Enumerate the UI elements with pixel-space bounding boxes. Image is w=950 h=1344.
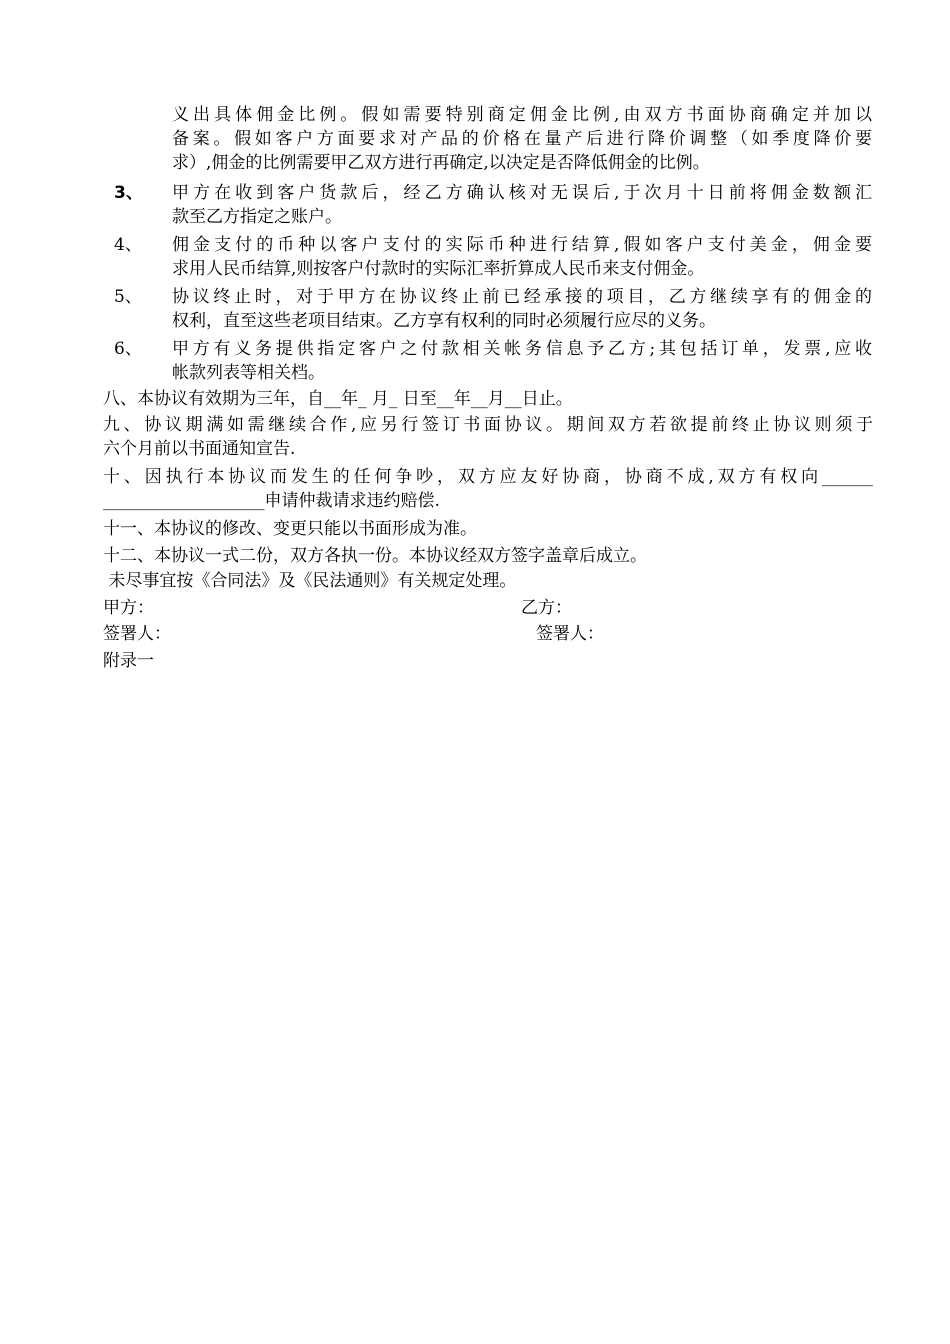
clause-12: 十二、本协议一式二份，双方各执一份。本协议经双方签字盖章后成立。 bbox=[103, 546, 647, 566]
item-5-line-1: 协议终止时，对于甲方在协议终止前已经承接的项目，乙方继续享有的佣金的 bbox=[172, 287, 872, 307]
continuation-line-2: 备案。假如客户方面要求对产品的价格在量产后进行降价调整（如季度降价要 bbox=[172, 129, 872, 149]
clause-10-line-2: ___________________申请仲裁请求违约赔偿. bbox=[103, 491, 440, 511]
supplementary-note: 未尽事宜按《合同法》及《民法通则》有关规定处理。 bbox=[103, 571, 517, 591]
item-4-line-1: 佣金支付的币种以客户支付的实际币种进行结算,假如客户支付美金，佣金要 bbox=[172, 235, 872, 255]
item-number-6: 6、 bbox=[114, 339, 142, 359]
item-3-line-2: 款至乙方指定之账户。 bbox=[172, 207, 342, 227]
item-number-3: 3、 bbox=[114, 183, 143, 203]
item-number-5: 5、 bbox=[114, 287, 142, 307]
clause-8: 八、本协议有效期为三年，自__年_ 月_ 日至__年__月__日止。 bbox=[103, 389, 573, 409]
continuation-line-3: 求）,佣金的比例需要甲乙双方进行再确定,以决定是否降低佣金的比例。 bbox=[172, 153, 710, 173]
party-b-label: 乙方： bbox=[521, 598, 572, 618]
item-6-line-2: 帐款列表等相关档。 bbox=[172, 363, 325, 383]
appendix-heading: 附录一 bbox=[103, 651, 154, 671]
continuation-line-1: 义出具体佣金比例。假如需要特别商定佣金比例,由双方书面协商确定并加以 bbox=[172, 105, 872, 125]
item-4-line-2: 求用人民币结算,则按客户付款时的实际汇率折算成人民币来支付佣金。 bbox=[172, 259, 705, 279]
clause-10-line-1: 十、因执行本协议而发生的任何争吵，双方应友好协商，协商不成,双方有权向______ bbox=[103, 467, 873, 487]
party-a-label: 甲方： bbox=[103, 598, 154, 618]
item-5-line-2: 权利，直至这些老项目结束。乙方享有权利的同时必须履行应尽的义务。 bbox=[172, 311, 716, 331]
item-3-line-1: 甲方在收到客户货款后，经乙方确认核对无误后,于次月十日前将佣金数额汇 bbox=[172, 183, 872, 203]
item-number-4: 4、 bbox=[114, 235, 142, 255]
item-6-line-1: 甲方有义务提供指定客户之付款相关帐务信息予乙方;其包括订单，发票,应收 bbox=[172, 339, 872, 359]
signer-a-label: 签署人： bbox=[103, 624, 171, 644]
clause-11: 十一、本协议的修改、变更只能以书面形成为准。 bbox=[103, 519, 477, 539]
clause-9-line-2: 六个月前以书面通知宣告. bbox=[103, 439, 296, 459]
signer-b-label: 签署人： bbox=[536, 624, 604, 644]
clause-9-line-1: 九、协议期满如需继续合作,应另行签订书面协议。期间双方若欲提前终止协议则须于 bbox=[103, 415, 873, 435]
